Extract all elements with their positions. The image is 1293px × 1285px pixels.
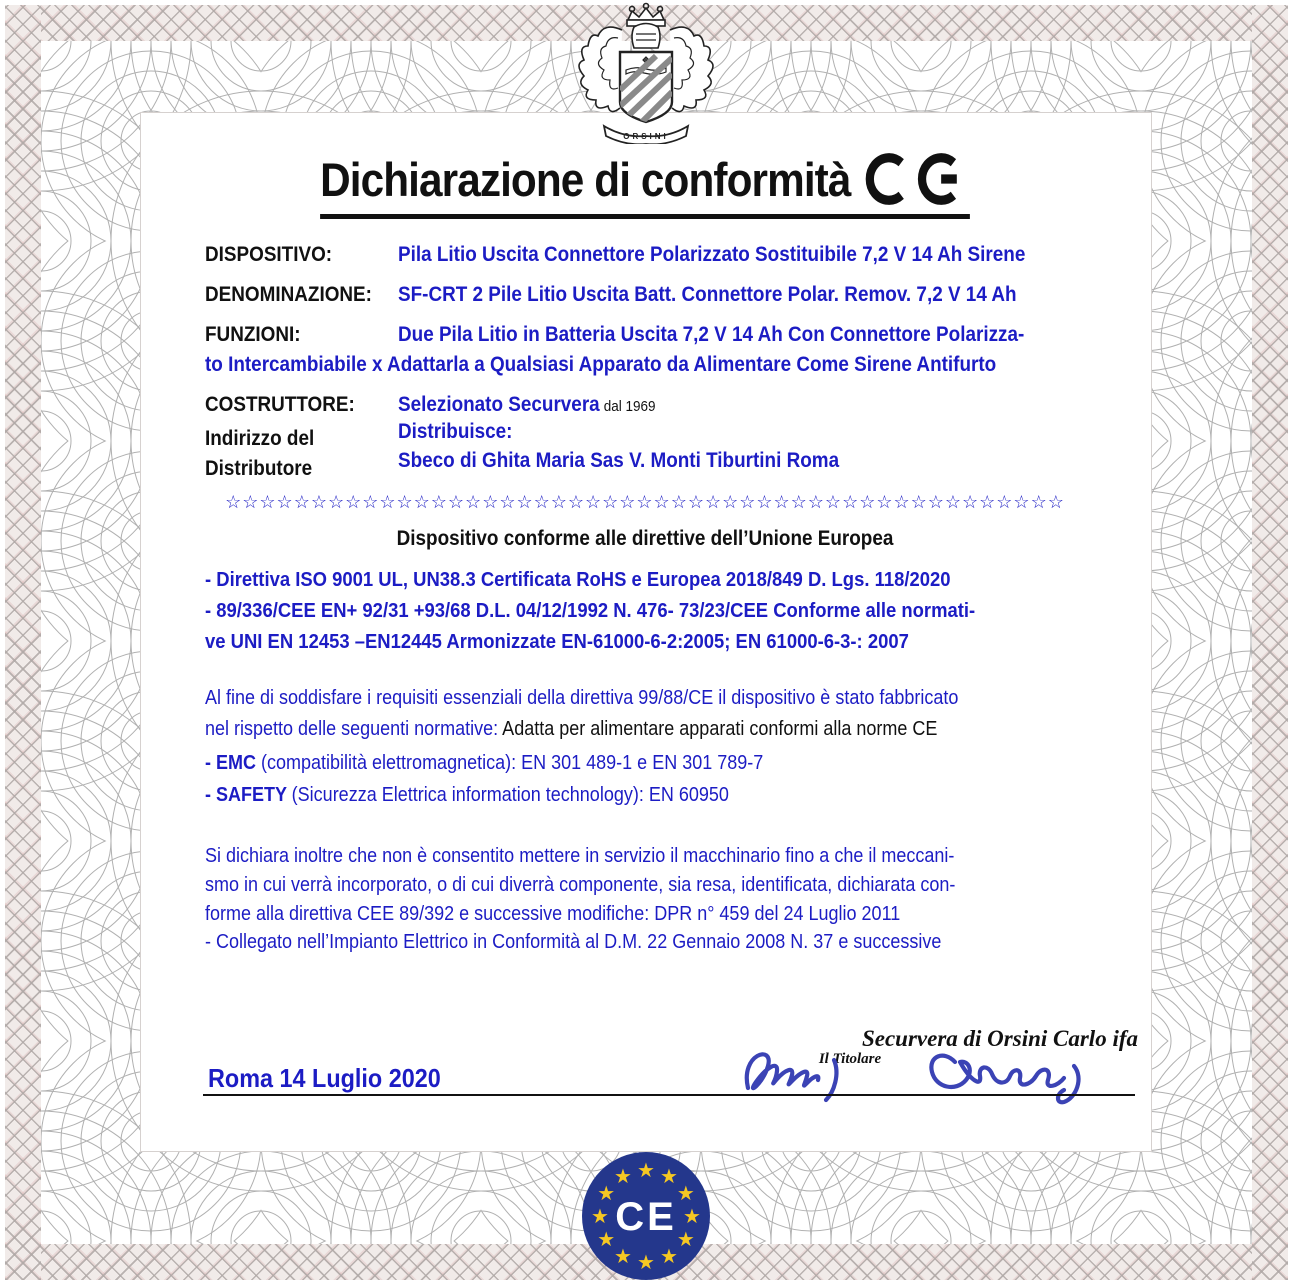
svg-text:★: ★ — [660, 1245, 678, 1268]
machinery-line-3: forme alla direttiva CEE 89/392 e successive modifiche: DPR n° 459 del 24 Luglio 2011 — [205, 903, 901, 925]
signature-company: Securvera di Orsini Carlo ifa — [861, 1026, 1138, 1051]
handwritten-signature-icon — [730, 1040, 1120, 1106]
indirizzo-label-line1: Indirizzo del — [205, 427, 315, 450]
svg-text:★: ★ — [591, 1206, 609, 1228]
denominazione-label: DENOMINAZIONE: — [205, 283, 372, 306]
compliance-line-1: Al fine di soddisfare i requisiti essenziali della direttiva 99/88/CE il dispositivo è stato fabbricato — [205, 687, 959, 709]
svg-text:★: ★ — [683, 1206, 701, 1228]
svg-text:★: ★ — [660, 1166, 678, 1189]
border-lattice-left — [5, 5, 41, 1280]
dispositivo-label: DISPOSITIVO: — [205, 243, 333, 266]
safety-line — [205, 784, 729, 807]
distribuisce-label: Distribuisce: — [398, 420, 513, 443]
svg-text:★: ★ — [597, 1229, 616, 1251]
dispositivo-value: Pila Litio Uscita Connettore Polarizzato Sostituibile 7,2 V 14 Ah Sirene — [398, 243, 1026, 266]
machinery-line-1: Si dichiara inoltre che non è consentito mettere in servizio il macchinario fino a che il meccani- — [205, 845, 955, 867]
svg-text:★: ★ — [637, 1160, 655, 1182]
orsini-crest-icon — [558, 2, 734, 144]
distributore-value: Sbeco di Ghita Maria Sas V. Monti Tiburtini Roma — [398, 449, 840, 472]
stars-separator: ☆☆☆☆☆☆☆☆☆☆☆☆☆☆☆☆☆☆☆☆☆☆☆☆☆☆☆☆☆☆☆☆☆☆☆☆☆☆☆☆☆☆☆☆☆☆☆☆☆ — [225, 492, 1065, 512]
costruttore-value: Selezionato Securvera — [398, 393, 600, 416]
safety-text: (Sicurezza Elettrica information technology): EN 60950 — [291, 784, 729, 806]
signature-role: Il Titolare — [818, 1051, 882, 1067]
signature-rule — [203, 1094, 1135, 1096]
costruttore-value-row — [398, 393, 656, 417]
compliance-line-2-black: Adatta per alimentare apparati conformi alla norme CE — [502, 718, 938, 740]
directive-line-3: ve UNI EN 12453 –EN12445 Armonizzate EN-61000-6-2:2005; EN 61000-6-3-: 2007 — [205, 630, 909, 653]
directives-heading: Dispositivo conforme alle direttive dell’Unione Europea — [396, 527, 894, 550]
costruttore-since: dal 1969 — [603, 398, 656, 415]
date-place: Roma 14 Luglio 2020 — [208, 1063, 441, 1093]
funzioni-value-line2: to Intercambiabile x Adattarla a Qualsiasi Apparato da Alimentare Come Sirene Antifurto — [205, 353, 997, 376]
compliance-line-2-blue: nel rispetto delle seguenti normative: — [205, 718, 503, 740]
page-title: Dichiarazione di conformità — [320, 152, 851, 206]
title-row — [140, 150, 1150, 219]
indirizzo-label-line2: Distributore — [205, 457, 313, 480]
emc-line — [205, 752, 763, 775]
eu-ce-badge — [580, 1150, 712, 1282]
machinery-line-4: - Collegato nell’Impianto Elettrico in Conformità al D.M. 22 Gennaio 2008 N. 37 e successive — [205, 931, 942, 953]
machinery-line-2: smo in cui verrà incorporato, o di cui diverrà componente, sia resa, identificata, dichiarata con- — [205, 874, 956, 896]
funzioni-label: FUNZIONI: — [205, 323, 301, 346]
svg-text:★: ★ — [676, 1183, 695, 1205]
directive-line-1: - Direttiva ISO 9001 UL, UN38.3 Certificata RoHS e Europea 2018/849 D. Lgs. 118/2020 — [205, 568, 951, 591]
svg-text:★: ★ — [597, 1183, 616, 1205]
costruttore-label: COSTRUTTORE: — [205, 393, 355, 416]
svg-text:★: ★ — [614, 1166, 632, 1189]
svg-text:★: ★ — [614, 1245, 632, 1268]
directive-line-2: - 89/336/CEE EN+ 92/31 +93/68 D.L. 04/12/1992 N. 476- 73/23/CEE Conforme alle normati- — [205, 599, 976, 622]
svg-text:★: ★ — [637, 1252, 655, 1274]
svg-text:★: ★ — [676, 1229, 695, 1251]
crest-banner-text: ORSINI — [623, 132, 669, 141]
denominazione-value: SF-CRT 2 Pile Litio Uscita Batt. Connettore Polar. Remov. 7,2 V 14 Ah — [398, 283, 1017, 306]
emc-label: - EMC — [205, 752, 261, 774]
border-lattice-right — [1252, 5, 1288, 1280]
safety-label: - SAFETY — [205, 784, 292, 806]
compliance-line-2 — [205, 718, 937, 741]
badge-ce-text: CE — [615, 1195, 677, 1239]
funzioni-value-line1: Due Pila Litio in Batteria Uscita 7,2 V 14 Ah Con Connettore Polarizza- — [398, 323, 1025, 346]
emc-text: (compatibilità elettromagnetica): EN 301 489-1 e EN 301 789-7 — [260, 752, 764, 774]
ce-mark-icon — [864, 150, 970, 208]
